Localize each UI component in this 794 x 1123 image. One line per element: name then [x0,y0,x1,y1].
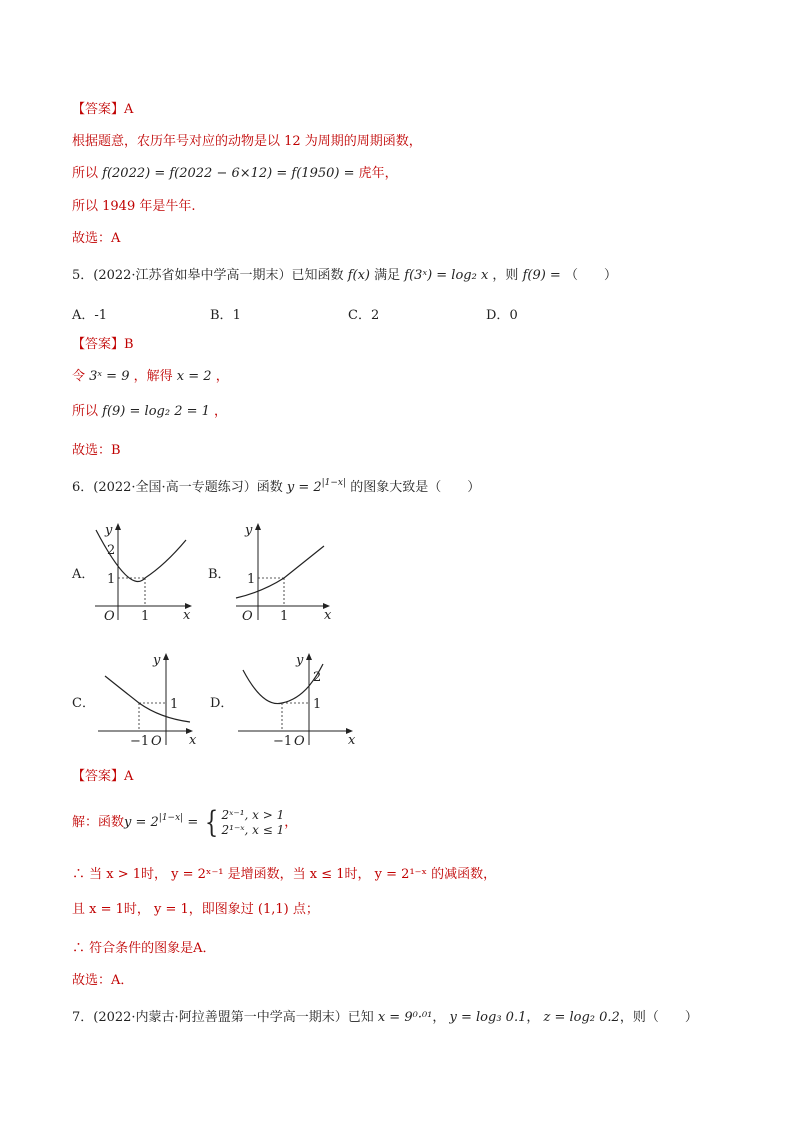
q4-solution-line-3: 所以 1949 年是牛年. [72,199,196,214]
tick-label: 2 [107,543,116,558]
q6-answer-line: 【答案】A [72,769,134,784]
y-axis-label: y [296,653,304,668]
q6-graph-a-label: A． [72,567,95,582]
q5-solution-line-2: 所以 f(9) = log₂ 2 = 1 ， [72,404,228,419]
tick-label: 1 [247,572,256,587]
x-axis-label: x [183,608,191,623]
x-axis-label: x [348,733,356,748]
y-axis-label: y [153,653,161,668]
answer-value: A [124,102,134,117]
origin-label: O [104,609,115,624]
q6-solution-line-c: ∴ 符合条件的图象是A． [72,941,216,956]
q5-stem: 5．(2022·江苏省如皋中学高一期末）已知函数 f(x) 满足 f(3ˣ) = log₂ x ，则 f(9) = （ ） [72,268,617,283]
q6-graph-d-label: D． [210,696,234,711]
q5-option-b: B．1 [210,308,241,323]
q4-solution-line-2: 所以 f(2022) = f(2022 − 6×12) = f(1950) = 虎年， [72,166,398,181]
q6-graph-b-label: B． [208,567,231,582]
x-axis-label: x [189,733,197,748]
q4-math: f(2022) = f(2022 − 6×12) = f(1950) = [102,166,355,181]
y-axis-label: y [245,523,253,538]
q6-solution-piecewise: 解：函数$y = 2^{|1-x|}$ = { 2ˣ⁻¹, x > 1 2¹⁻ˣ, x ≤ 1， [72,804,298,840]
q4-solution-line-1: 根据题意，农历年号对应的动物是以 12 为周期的周期函数， [72,134,422,149]
piecewise-cases: 2ˣ⁻¹, x > 1 2¹⁻ˣ, x ≤ 1 [221,807,285,837]
q6-graph-c-label: C． [72,696,95,711]
q6-solution-line-d: 故选：A． [72,973,134,988]
q6-graph-d [235,650,360,750]
tick-label: −1 [273,734,293,749]
tick-label: 1 [107,572,116,587]
q4-solution-line-4: 故选：A [72,231,121,246]
q5-answer-line: 【答案】B [72,337,134,352]
q6-graph-a [90,520,200,625]
q5-solution-line-3: 故选：B [72,443,121,458]
q6-stem: 6．(2022·全国·高一专题练习）函数 $y = 2^{|1-x|}$ 的图象大致是（ ） [72,478,481,495]
y-axis-label: y [105,523,113,538]
q6-graph-c [95,650,210,750]
q4-answer-line [72,100,133,120]
tick-label: 1 [141,609,150,624]
q6-graph-b [232,520,342,625]
origin-label: O [242,609,253,624]
q6-solution-line-a: ∴ 当 x > 1时， y = 2ˣ⁻¹ 是增函数，当 x ≤ 1时， y = 2¹⁻ˣ 的减函数， [72,867,497,882]
q6-solution-line-b: 且 x = 1时， y = 1，即图象过 (1,1) 点； [72,902,319,917]
origin-label: O [151,734,162,749]
tick-label: 1 [280,609,289,624]
q5-option-a: A．-1 [72,308,108,323]
answer-tag: 【答案】 [72,102,125,117]
x-axis-label: x [324,608,332,623]
origin-label: O [294,734,305,749]
q7-stem: 7．(2022·内蒙古·阿拉善盟第一中学高一期末）已知 x = 9⁰·⁰¹， y = log₃ 0.1， z = log₂ 0.2，则（ ） [72,1010,698,1025]
q5-option-c: C．2 [348,308,380,323]
brace-glyph: { [205,804,219,840]
q5-solution-line-1: 令 3ˣ = 9 ，解得 x = 2 ， [72,369,229,384]
tick-label: 2 [313,670,322,685]
tick-label: −1 [130,734,150,749]
tick-label: 1 [170,697,179,712]
q5-option-d: D．0 [486,308,518,323]
tick-label: 1 [313,697,322,712]
